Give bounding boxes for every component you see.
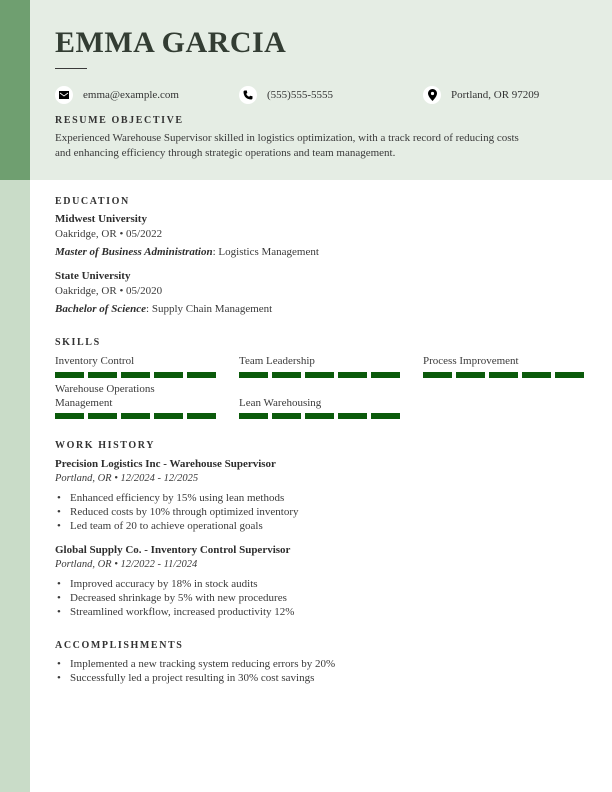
section-title-accomplishments: ACCOMPLISHMENTS	[55, 640, 184, 651]
list-item: • Enhanced efficiency by 15% using lean methods	[55, 491, 299, 505]
phone-icon	[239, 86, 257, 104]
contact-email	[55, 86, 179, 104]
section-title-objective: RESUME OBJECTIVE	[55, 115, 184, 126]
objective-line-1: Experienced Warehouse Supervisor skilled in logistics optimization, with a track record of reducing costs	[55, 132, 519, 144]
job-bullets	[55, 491, 299, 533]
education-location-date: Oakridge, OR • 05/2020	[55, 285, 163, 297]
job-meta: Portland, OR • 12/2022 - 11/2024	[55, 559, 198, 570]
education-degree: Master of Business Administration	[55, 246, 213, 258]
job-meta: Portland, OR • 12/2024 - 12/2025	[55, 473, 199, 484]
skill-name: Team Leadership	[239, 355, 315, 367]
sidebar-accent-bottom	[0, 180, 30, 792]
list-item: • Led team of 20 to achieve operational goals	[55, 519, 299, 533]
skill-name: Inventory Control	[55, 355, 135, 367]
phone-text: (555)555-5555	[267, 89, 333, 101]
list-item: • Implemented a new tracking system reducing errors by 20%	[55, 657, 335, 671]
skill-level-bar	[239, 413, 400, 419]
map-pin-icon	[423, 86, 441, 104]
accomplishment-bullets	[55, 657, 335, 685]
education-location-date: Oakridge, OR • 05/2022	[55, 228, 163, 240]
section-title-education: EDUCATION	[55, 196, 130, 207]
skill-level-bar	[55, 372, 216, 378]
skill-name: Process Improvement	[423, 355, 519, 367]
skill-name: Lean Warehousing	[239, 397, 322, 409]
education-degree-line	[55, 302, 272, 317]
education-field: : Supply Chain Management	[146, 303, 273, 315]
list-item: • Successfully led a project resulting in 30% cost savings	[55, 671, 335, 685]
education-degree-line	[55, 245, 319, 260]
name-underline	[55, 68, 87, 69]
candidate-name: EMMA GARCIA	[55, 26, 287, 59]
objective-line-2: and enhancing efficiency through strategic operations and team management.	[55, 147, 396, 159]
list-item: • Improved accuracy by 18% in stock audits	[55, 577, 294, 591]
contact-location	[423, 86, 539, 104]
contact-phone	[239, 86, 333, 104]
sidebar-accent-top	[0, 0, 30, 180]
list-item: • Streamlined workflow, increased productivity 12%	[55, 605, 294, 619]
section-title-work-history: WORK HISTORY	[55, 440, 156, 451]
list-item: • Decreased shrinkage by 5% with new procedures	[55, 591, 294, 605]
envelope-icon	[55, 86, 73, 104]
section-title-skills: SKILLS	[55, 337, 101, 348]
list-item: • Reduced costs by 10% through optimized inventory	[55, 505, 299, 519]
job-bullets	[55, 577, 294, 619]
education-degree: Bachelor of Science	[55, 303, 147, 315]
skill-name-line-1: Warehouse Operations	[55, 383, 155, 395]
job-title: Global Supply Co. - Inventory Control Supervisor	[55, 544, 291, 556]
location-text: Portland, OR 97209	[451, 89, 540, 101]
education-school: State University	[55, 270, 131, 282]
skill-level-bar	[423, 372, 584, 378]
skill-name	[55, 382, 155, 410]
skill-level-bar	[55, 413, 216, 419]
skill-name-line-2: Management	[55, 397, 113, 409]
education-school: Midwest University	[55, 213, 147, 225]
education-field: : Logistics Management	[212, 246, 319, 258]
email-text: emma@example.com	[83, 89, 179, 101]
job-title: Precision Logistics Inc - Warehouse Supervisor	[55, 458, 276, 470]
skill-level-bar	[239, 372, 400, 378]
